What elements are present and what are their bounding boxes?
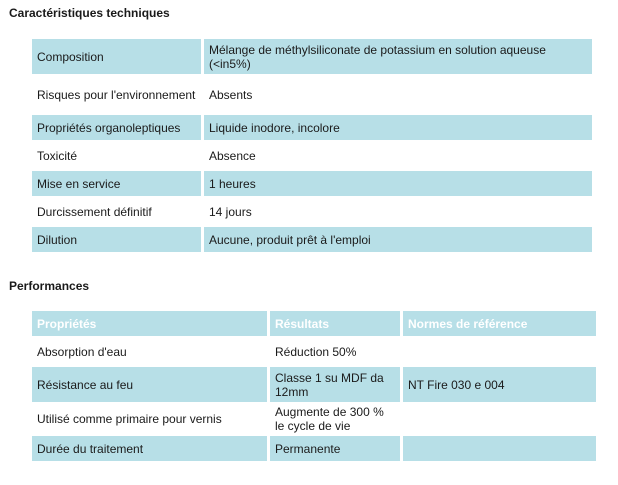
table-row [32,227,592,252]
result-cell: Réduction 50% [270,339,400,364]
property-cell: Utilisé comme primaire pour vernis [32,405,267,433]
header-properties: Propriétés [32,311,267,336]
organoleptic-value: Liquide inodore, incolore [204,115,592,140]
header-results: Résultats [270,311,400,336]
dilution-value: Aucune, produit prêt à l'emploi [204,227,592,252]
result-cell: Permanente [270,436,400,461]
header-norms: Normes de référence [403,311,596,336]
property-cell: Résistance au feu [32,367,267,402]
curing-value: 14 jours [204,199,592,224]
commissioning-value: 1 heures [204,171,592,196]
table-row [32,436,596,461]
organoleptic-label: Propriétés organoleptiques [32,115,201,140]
performance-section-title: Performances [9,279,90,293]
environment-risk-label: Risques pour l'environnement [32,77,201,112]
table-header-row [32,311,596,336]
table-row [32,171,592,196]
commissioning-label: Mise en service [32,171,201,196]
norm-cell [403,436,596,461]
curing-label: Durcissement définitif [32,199,201,224]
technical-section-title: Caractéristiques techniques [9,6,170,20]
result-cell: Augmente de 300 % le cycle de vie [270,405,400,433]
property-cell: Durée du traitement [32,436,267,461]
technical-characteristics-table [29,36,595,255]
table-row [32,405,596,433]
table-row [32,339,596,364]
toxicity-value: Absence [204,143,592,168]
table-row [32,199,592,224]
composition-label: Composition [32,39,201,74]
toxicity-label: Toxicité [32,143,201,168]
norm-cell [403,339,596,364]
table-row [32,115,592,140]
performance-table [29,308,599,464]
property-cell: Absorption d'eau [32,339,267,364]
composition-value: Mélange de méthylsiliconate de potassium en solution aqueuse (<in5%) [204,39,592,74]
result-cell: Classe 1 su MDF da 12mm [270,367,400,402]
table-row [32,77,592,112]
dilution-label: Dilution [32,227,201,252]
table-row [32,143,592,168]
table-row [32,39,592,74]
norm-cell [403,405,596,433]
table-row [32,367,596,402]
norm-cell: NT Fire 030 e 004 [403,367,596,402]
environment-risk-value: Absents [204,77,592,112]
